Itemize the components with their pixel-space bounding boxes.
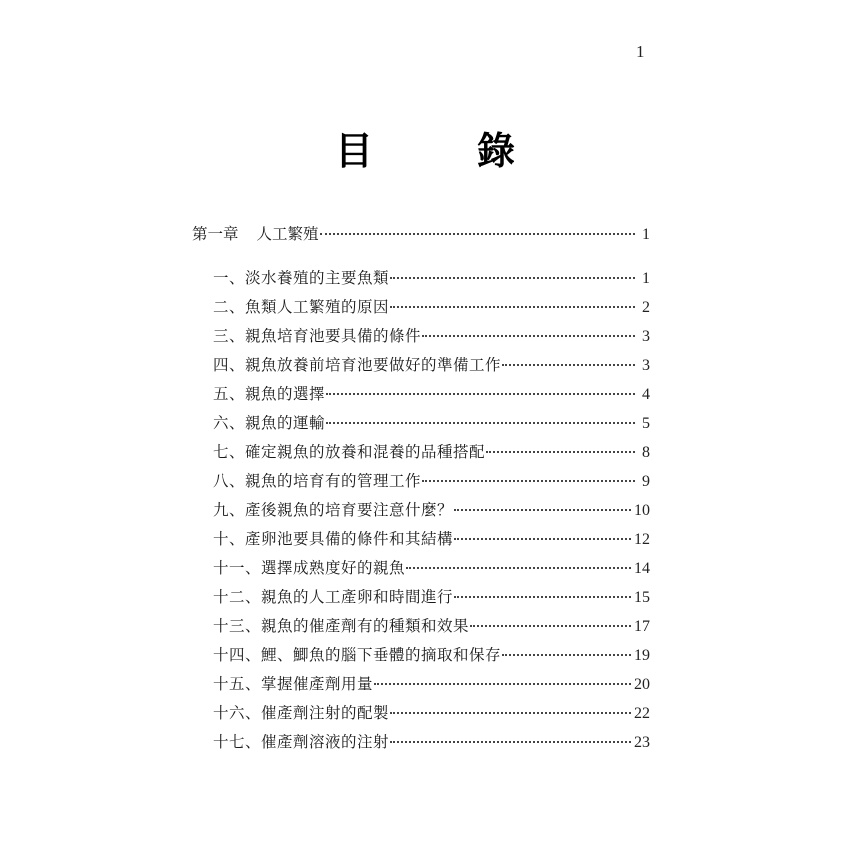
page-title (335, 120, 515, 175)
chapter-label: 第一章 人工繁殖 (192, 225, 319, 243)
toc-entry[interactable] (213, 614, 650, 636)
entry-page: 4 (642, 386, 650, 403)
dot-leader (374, 683, 631, 685)
entry-label: 七、確定親魚的放養和混養的品種搭配 (213, 443, 486, 461)
dot-leader (454, 538, 631, 540)
toc-entry[interactable] (213, 353, 650, 375)
entry-page: 3 (642, 357, 650, 374)
entry-label: 十、產卵池要具備的條件和其結構 (213, 530, 454, 548)
dot-leader (390, 306, 635, 308)
dot-leader (502, 364, 635, 366)
dot-leader (326, 393, 635, 395)
entry-page: 15 (634, 589, 650, 606)
title-char-left: 目 (335, 129, 374, 173)
entry-label: 十四、鯉、鯽魚的腦下垂體的摘取和保存 (213, 646, 502, 664)
toc-entry[interactable] (213, 266, 650, 288)
entry-label: 十七、催產劑溶液的注射 (213, 733, 390, 751)
page-number: 1 (636, 42, 645, 61)
entry-page: 3 (642, 328, 650, 345)
entry-page: 14 (634, 560, 650, 577)
dot-leader (390, 277, 635, 279)
toc-entry[interactable] (213, 585, 650, 607)
entry-page: 2 (642, 299, 650, 316)
entry-label: 三、親魚培育池要具備的條件 (213, 327, 422, 345)
dot-leader (422, 480, 635, 482)
dot-leader (422, 335, 635, 337)
entry-page: 20 (634, 676, 650, 693)
entry-page: 12 (634, 531, 650, 548)
entry-page: 23 (634, 734, 650, 751)
entry-label: 六、親魚的運輸 (213, 414, 326, 432)
toc-chapter-entry[interactable] (192, 222, 650, 244)
toc-entry[interactable] (213, 440, 650, 462)
toc-entry[interactable] (213, 324, 650, 346)
toc-entry[interactable] (213, 411, 650, 433)
dot-leader (454, 509, 631, 511)
dot-leader (406, 567, 631, 569)
entry-page: 5 (642, 415, 650, 432)
entry-page: 19 (634, 647, 650, 664)
toc-entry[interactable] (213, 469, 650, 491)
entry-label: 十六、催產劑注射的配製 (213, 704, 390, 722)
chapter-page: 1 (642, 226, 650, 243)
entry-label: 十五、掌握催產劑用量 (213, 675, 374, 693)
toc-entry[interactable] (213, 498, 650, 520)
entry-label: 十三、親魚的催產劑有的種類和效果 (213, 617, 470, 635)
dot-leader (470, 625, 631, 627)
toc-entry[interactable] (213, 643, 650, 665)
entry-page: 9 (642, 473, 650, 490)
entry-page: 10 (634, 502, 650, 519)
dot-leader (326, 422, 635, 424)
dot-leader (502, 654, 631, 656)
entry-page: 1 (642, 270, 650, 287)
entry-label: 十二、親魚的人工產卵和時間進行 (213, 588, 454, 606)
dot-leader (486, 451, 635, 453)
toc-entry[interactable] (213, 556, 650, 578)
toc-entry[interactable] (213, 701, 650, 723)
toc-entry[interactable] (213, 730, 650, 752)
entry-label: 十一、選擇成熟度好的親魚 (213, 559, 406, 577)
dot-leader (454, 596, 631, 598)
entry-page: 8 (642, 444, 650, 461)
toc-entry[interactable] (213, 527, 650, 549)
dot-leader (390, 741, 631, 743)
toc-entry[interactable] (213, 672, 650, 694)
entry-label: 一、淡水養殖的主要魚類 (213, 269, 390, 287)
entry-label: 九、產後親魚的培育要注意什麼？ (213, 501, 454, 519)
entry-page: 17 (634, 618, 650, 635)
entry-label: 二、魚類人工繁殖的原因 (213, 298, 390, 316)
title-char-right: 錄 (476, 129, 515, 173)
entry-page: 22 (634, 705, 650, 722)
toc-entry[interactable] (213, 295, 650, 317)
toc-entry[interactable] (213, 382, 650, 404)
entry-label: 八、親魚的培育有的管理工作 (213, 472, 422, 490)
dot-leader (320, 233, 635, 235)
entry-label: 四、親魚放養前培育池要做好的準備工作 (213, 356, 502, 374)
dot-leader (390, 712, 631, 714)
entry-label: 五、親魚的選擇 (213, 385, 326, 403)
